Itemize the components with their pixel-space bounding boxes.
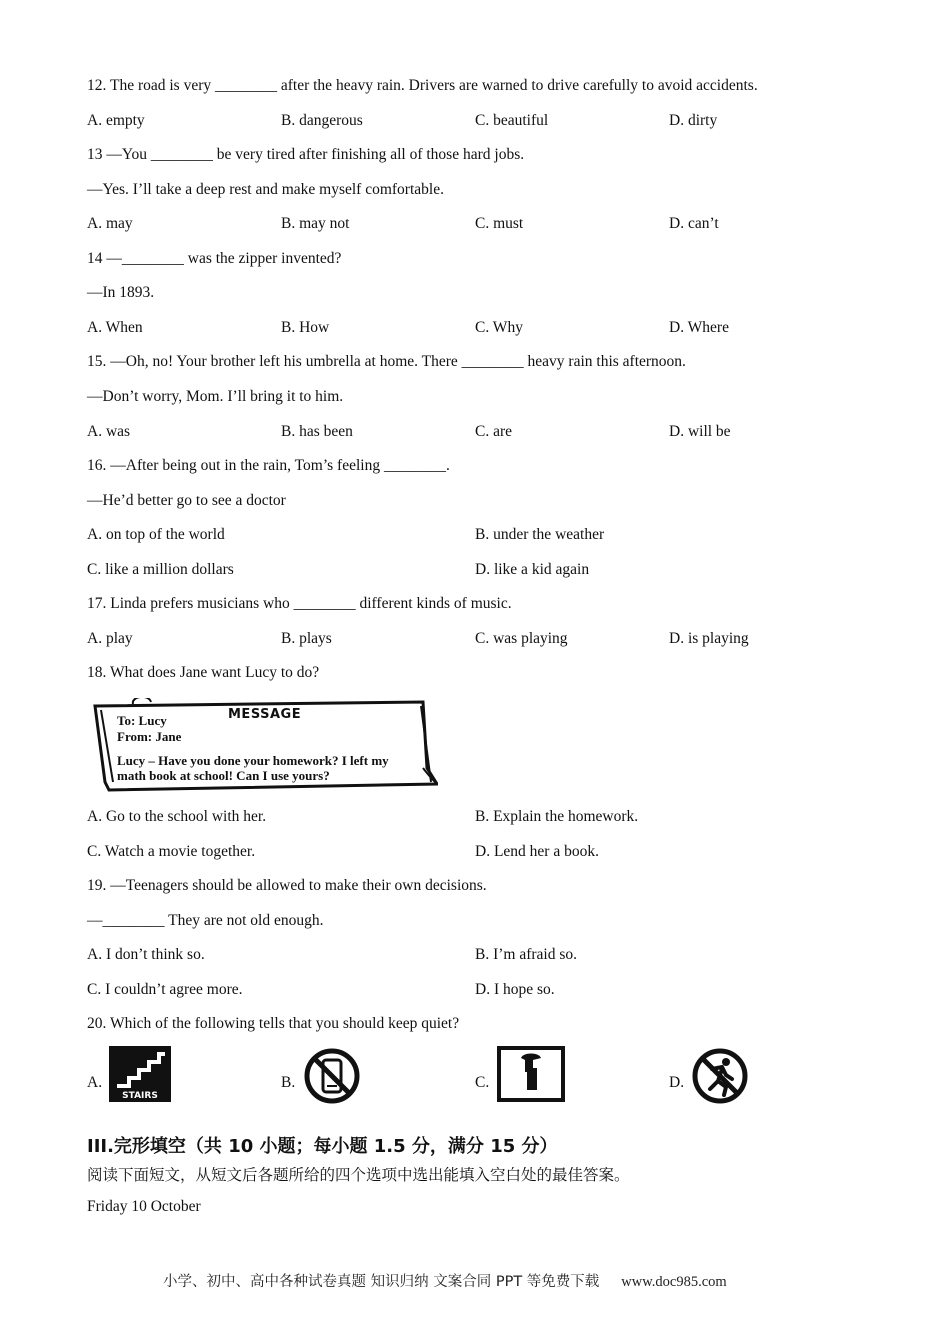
q18-option-d: D. Lend her a book. [475,843,599,860]
question-13-stem: 13 —You ________ be very tired after finishing all of those hard jobs. [87,146,525,163]
q13-option-d: D. can’t [669,215,719,232]
footer-text: 小学、初中、高中各种试卷真题 知识归纳 文案合同 PPT 等免费下载 [163,1274,600,1290]
q20-option-d-label: D. [669,1074,685,1091]
footer-url[interactable]: www.doc985.com [621,1274,727,1290]
q19-option-b: B. I’m afraid so. [475,946,578,963]
q19-option-d: D. I hope so. [475,981,555,998]
q14-option-c: C. Why [475,319,523,336]
question-15-stem: 15. —Oh, no! Your brother left his umbrella at home. There ________ heavy rain this afternoon. [87,353,686,370]
q15-option-b: B. has been [281,423,353,440]
question-14-stem: 14 —________ was the zipper invented? [87,250,342,267]
q13-option-a: A. may [87,215,133,232]
section-instruction: 阅读下面短文，从短文后各题所给的四个选项中选出能填入空白处的最佳答案。 [87,1166,630,1184]
question-17-stem: 17. Linda prefers musicians who ________ different kinds of music. [87,595,512,612]
question-18-stem: 18. What does Jane want Lucy to do? [87,664,320,681]
q18-option-b: B. Explain the homework. [475,808,639,825]
note-title: MESSAGE [228,707,302,722]
q20-option-a-label: A. [87,1074,103,1091]
stairs-caption: STAIRS [122,1091,158,1101]
q20-option-b-label: B. [281,1074,296,1091]
section-heading: III.完形填空（共 10 小题；每小题 1.5 分，满分 15 分） [87,1136,558,1157]
question-16-stem: 16. —After being out in the rain, Tom’s feeling ________. [87,457,450,474]
note-body-line-2: math book at school! Can I use yours? [117,768,330,783]
q17-option-d: D. is playing [669,630,749,647]
q12-option-b: B. dangerous [281,112,363,129]
q14-option-b: B. How [281,319,330,336]
question-15-reply: —Don’t worry, Mom. I’ll bring it to him. [87,388,344,405]
question-19-reply: —________ They are not old enough. [87,912,324,929]
q14-option-d: D. Where [669,319,729,336]
q15-option-c: C. are [475,423,513,440]
q16-option-c: C. like a million dollars [87,561,234,578]
no-running-sign-icon [690,1047,750,1110]
passage-date-line: Friday 10 October [87,1198,201,1215]
q15-option-d: D. will be [669,423,731,440]
q16-option-b: B. under the weather [475,526,605,543]
quiet-sign-icon [497,1046,565,1107]
q12-option-a: A. empty [87,112,145,129]
question-16-reply: —He’d better go to see a doctor [87,492,286,509]
q17-option-b: B. plays [281,630,332,647]
q14-option-a: A. When [87,319,143,336]
question-14-reply: —In 1893. [87,284,155,301]
question-13-reply: —Yes. I’ll take a deep rest and make myself comfortable. [87,181,444,198]
q17-option-c: C. was playing [475,630,568,647]
page-footer [163,1270,727,1291]
note-body-line-1: Lucy – Have you done your homework? I left my [117,753,389,768]
stairs-sign-icon [109,1046,171,1107]
no-phone-sign-icon [303,1047,361,1110]
question-12-stem: 12. The road is very ________ after the heavy rain. Drivers are warned to drive carefully to avoid accidents. [87,77,758,94]
q13-option-c: C. must [475,215,524,232]
q20-option-c-label: C. [475,1074,490,1091]
question-20-stem: 20. Which of the following tells that you should keep quiet? [87,1015,460,1032]
q19-option-c: C. I couldn’t agree more. [87,981,243,998]
q16-option-d: D. like a kid again [475,561,590,578]
q18-option-a: A. Go to the school with her. [87,808,267,825]
q17-option-a: A. play [87,630,133,647]
q19-option-a: A. I don’t think so. [87,946,205,963]
q18-option-c: C. Watch a movie together. [87,843,256,860]
note-from: From: Jane [117,729,182,744]
message-note-illustration [93,698,438,792]
q12-option-d: D. dirty [669,112,718,129]
q15-option-a: A. was [87,423,131,440]
q16-option-a: A. on top of the world [87,526,225,543]
note-to: To: Lucy [117,713,167,728]
q12-option-c: C. beautiful [475,112,549,129]
q13-option-b: B. may not [281,215,350,232]
question-19-stem: 19. —Teenagers should be allowed to make their own decisions. [87,877,487,894]
